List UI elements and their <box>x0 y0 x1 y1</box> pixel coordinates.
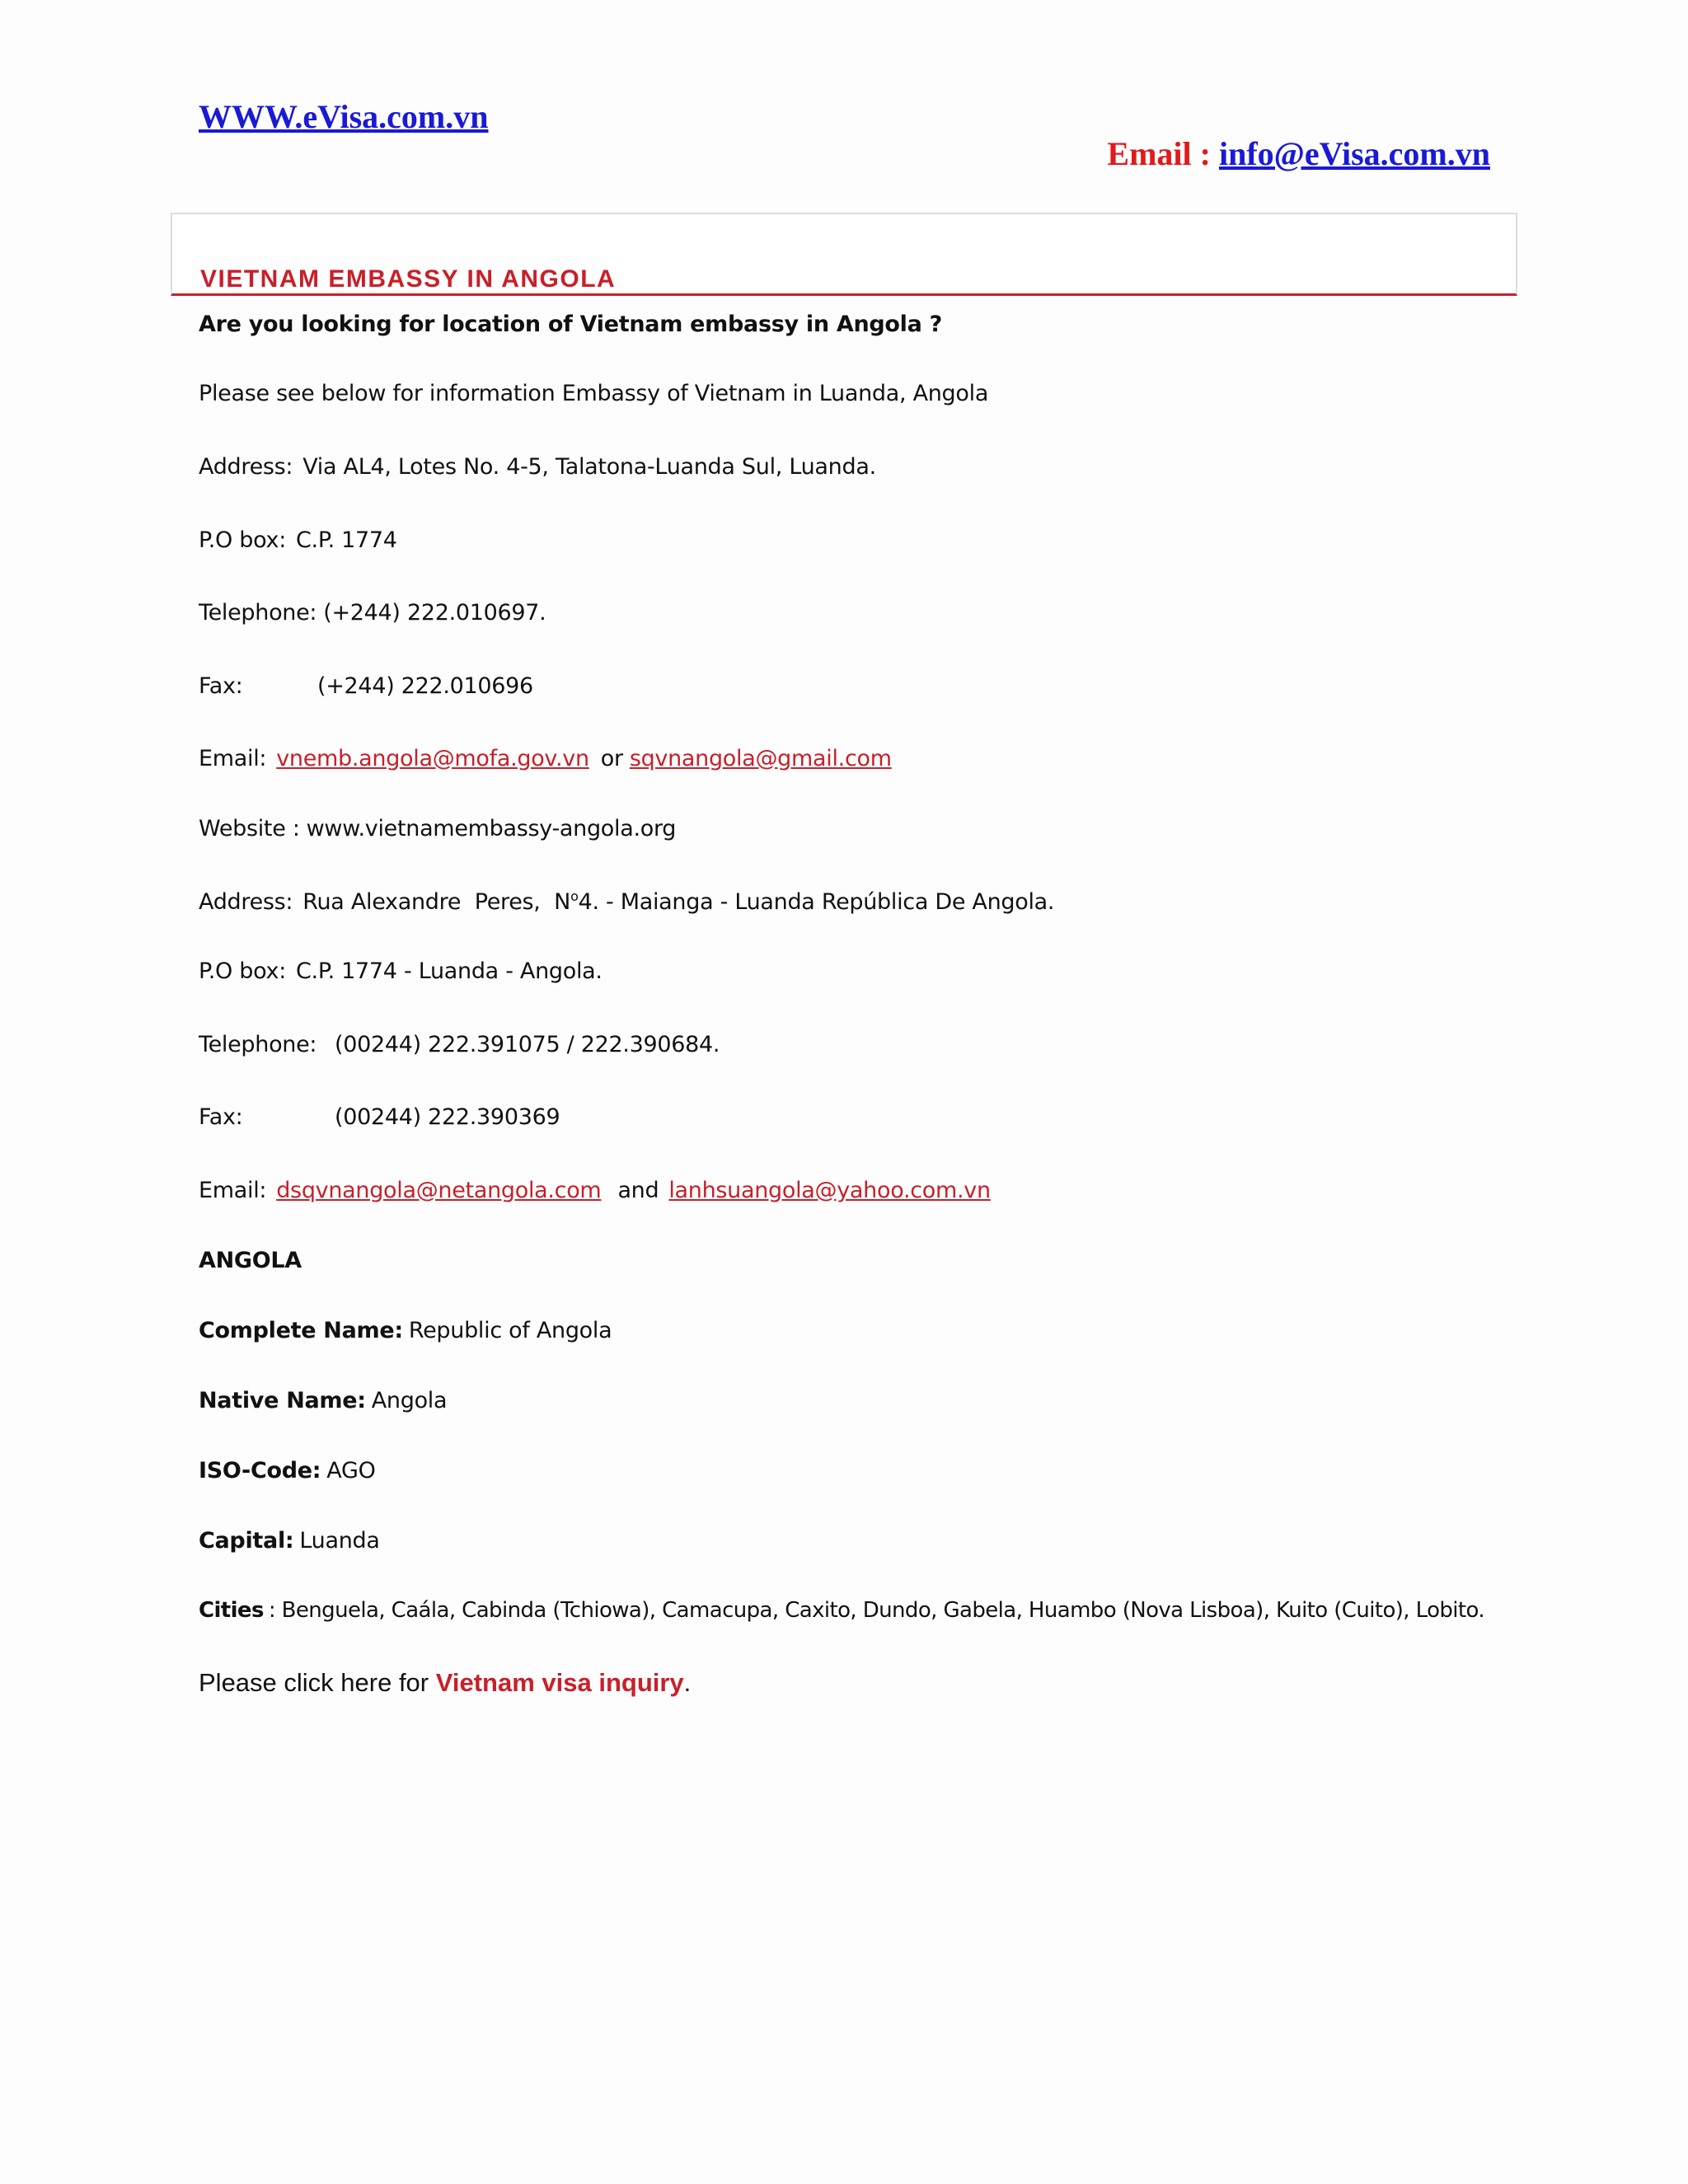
embassy1-address-value: Via AL4, Lotes No. 4-5, Talatona-Luanda Sul, Luanda. <box>302 454 876 480</box>
cities-label: Cities <box>199 1598 264 1623</box>
title-box <box>171 213 1517 296</box>
embassy1-email <box>199 746 892 771</box>
embassy1-fax-label: Fax: <box>199 673 243 699</box>
cities-value: : Benguela, Caála, Cabinda (Tchiowa), Camacupa, Caxito, Dundo, Gabela, Huambo (Nova Lisboa), Kuito (Cuito), Lobito. <box>268 1598 1485 1623</box>
embassy2-address-suffix: 4. - Maianga - Luanda República De Angola. <box>578 889 1055 915</box>
embassy2-telephone <box>199 1032 720 1057</box>
site-link[interactable]: WWW.eVisa.com.vn <box>199 98 489 135</box>
native-name-value: Angola <box>371 1388 448 1413</box>
embassy1-email-label: Email: <box>199 746 267 771</box>
embassy2-email-join: and <box>617 1178 659 1203</box>
country-cities <box>199 1598 1484 1623</box>
embassy1-telephone-label: Telephone: <box>199 600 317 626</box>
embassy1-pobox-value: C.P. 1774 <box>296 527 397 553</box>
embassy2-pobox-value: C.P. 1774 - Luanda - Angola. <box>296 958 603 984</box>
page-title: VIETNAM EMBASSY IN ANGOLA <box>200 265 617 293</box>
visa-inquiry-link[interactable]: Vietnam visa inquiry <box>435 1668 684 1697</box>
complete-name-value: Republic of Angola <box>408 1318 612 1343</box>
header-email <box>1107 134 1490 173</box>
embassy1-website <box>199 816 676 841</box>
embassy2-address-sup: o <box>570 888 579 904</box>
embassy2-fax-label: Fax: <box>199 1104 243 1130</box>
embassy1-telephone-value: (+244) 222.010697. <box>323 600 546 626</box>
embassy1-pobox <box>199 527 397 553</box>
embassy2-email-link-1[interactable]: dsqvnangola@netangola.com <box>276 1178 602 1203</box>
intro-lead <box>199 381 988 406</box>
embassy1-email-link-1[interactable]: vnemb.angola@mofa.gov.vn <box>276 746 589 771</box>
complete-name-label: Complete Name: <box>199 1318 403 1343</box>
country-complete-name <box>199 1318 612 1343</box>
iso-code-label: ISO-Code: <box>199 1458 321 1483</box>
embassy2-pobox <box>199 958 603 984</box>
iso-code-value: AGO <box>326 1458 376 1483</box>
inquiry-line <box>199 1668 691 1698</box>
intro-lead-text: Please see below for information Embassy of Vietnam in Luanda, Angola <box>199 381 989 406</box>
intro-question-text: Are you looking for location of Vietnam embassy in Angola ? <box>199 312 942 337</box>
country-heading <box>199 1248 302 1273</box>
embassy1-fax <box>199 673 533 699</box>
inquiry-suffix: . <box>683 1668 692 1697</box>
embassy2-address-label: Address: <box>199 889 293 915</box>
embassy1-address <box>199 454 876 480</box>
intro-question <box>199 312 942 337</box>
embassy2-email <box>199 1178 991 1203</box>
embassy1-email-link-2[interactable]: sqvnangola@gmail.com <box>629 746 892 771</box>
embassy2-fax <box>199 1104 560 1130</box>
embassy1-telephone <box>199 600 546 626</box>
country-iso-code <box>199 1458 376 1483</box>
embassy1-pobox-label: P.O box: <box>199 527 286 553</box>
country-heading-text: ANGOLA <box>199 1248 302 1273</box>
embassy2-telephone-value: (00244) 222.391075 / 222.390684. <box>335 1032 720 1057</box>
inquiry-prefix: Please click here for <box>199 1668 436 1697</box>
embassy1-address-label: Address: <box>199 454 293 480</box>
header-email-label: Email : <box>1107 135 1219 172</box>
embassy2-address <box>199 889 1054 915</box>
country-native-name <box>199 1388 447 1413</box>
embassy1-email-join: or <box>600 746 623 771</box>
embassy2-fax-value: (00244) 222.390369 <box>335 1104 560 1130</box>
native-name-label: Native Name: <box>199 1388 366 1413</box>
capital-value: Luanda <box>299 1528 380 1554</box>
country-capital <box>199 1528 380 1554</box>
embassy1-website-value: www.vietnamembassy-angola.org <box>306 816 677 841</box>
embassy1-fax-value: (+244) 222.010696 <box>317 673 533 699</box>
header-email-link[interactable]: info@eVisa.com.vn <box>1218 135 1490 172</box>
capital-label: Capital: <box>199 1528 294 1554</box>
embassy2-email-label: Email: <box>199 1178 267 1203</box>
embassy2-pobox-label: P.O box: <box>199 958 286 984</box>
embassy2-email-link-2[interactable]: lanhsuangola@yahoo.com.vn <box>668 1178 991 1203</box>
embassy1-website-label: Website : <box>199 816 300 841</box>
embassy2-address-prefix: Rua Alexandre Peres, N <box>302 889 571 915</box>
embassy2-telephone-label: Telephone: <box>199 1032 317 1057</box>
